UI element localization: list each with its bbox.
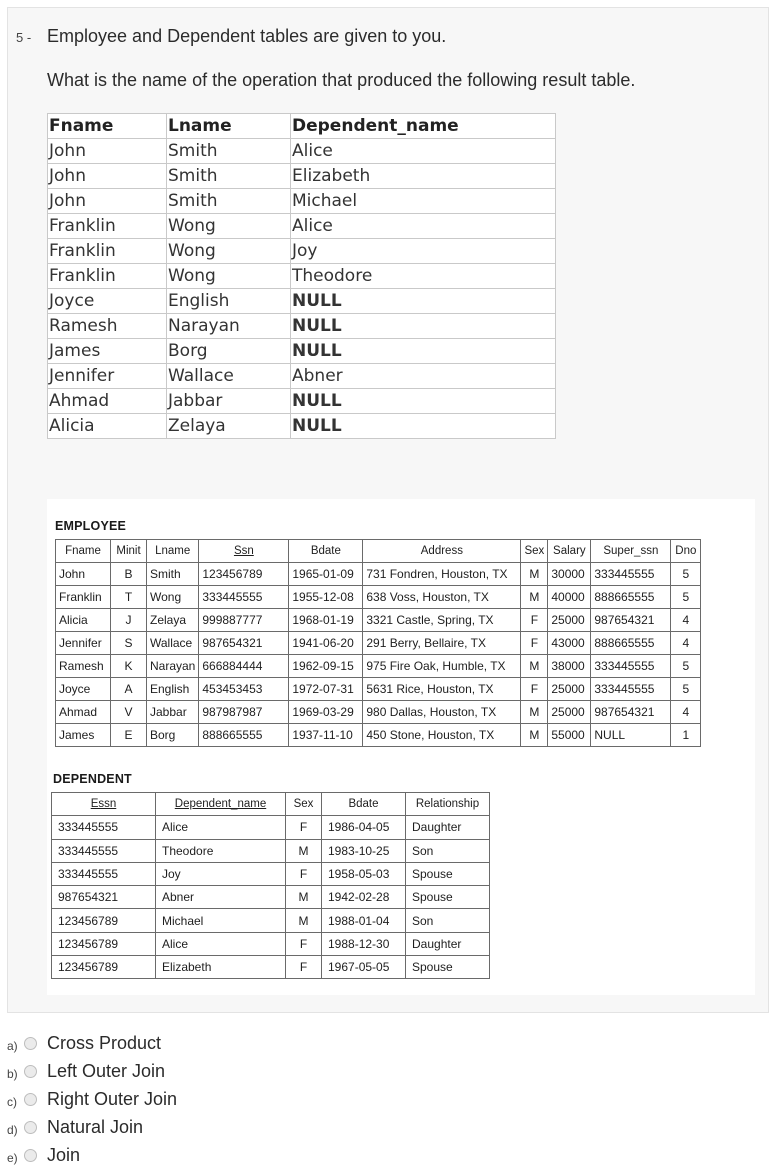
employee-row xyxy=(56,655,701,678)
result-cell: Joyce xyxy=(48,289,167,314)
employee-label: EMPLOYEE xyxy=(55,519,127,533)
employee-cell: A xyxy=(111,678,147,701)
employee-cell: 975 Fire Oak, Humble, TX xyxy=(363,655,521,678)
employee-cell: V xyxy=(111,701,147,724)
employee-cell: S xyxy=(111,632,147,655)
employee-cell: 40000 xyxy=(548,586,591,609)
employee-cell: 888665555 xyxy=(591,586,671,609)
result-cell: Theodore xyxy=(291,264,556,289)
employee-cell: James xyxy=(56,724,111,747)
employee-column-header: Minit xyxy=(111,540,147,563)
employee-cell: 4 xyxy=(671,632,701,655)
employee-cell: 888665555 xyxy=(199,724,289,747)
result-cell: Wong xyxy=(167,214,291,239)
dependent-column-header: Bdate xyxy=(322,793,406,816)
employee-cell: Joyce xyxy=(56,678,111,701)
employee-cell: English xyxy=(147,678,199,701)
radio-button[interactable] xyxy=(24,1093,37,1106)
result-cell: Alice xyxy=(291,214,556,239)
dependent-cell: 123456789 xyxy=(52,909,156,932)
dependent-cell: F xyxy=(286,816,322,839)
dependent-cell: 333445555 xyxy=(52,839,156,862)
dependent-cell: 123456789 xyxy=(52,956,156,979)
employee-cell: 666884444 xyxy=(199,655,289,678)
answer-option[interactable] xyxy=(0,1089,300,1113)
employee-cell: 987987987 xyxy=(199,701,289,724)
result-cell: Elizabeth xyxy=(291,164,556,189)
radio-button[interactable] xyxy=(24,1065,37,1078)
employee-row xyxy=(56,701,701,724)
answer-option[interactable] xyxy=(0,1061,300,1085)
employee-column-header: Address xyxy=(363,540,521,563)
employee-cell: 1962-09-15 xyxy=(289,655,363,678)
option-label: Join xyxy=(47,1145,81,1165)
employee-cell: 453453453 xyxy=(199,678,289,701)
employee-cell: 5 xyxy=(671,586,701,609)
employee-cell: 333445555 xyxy=(591,678,671,701)
result-cell: Jabbar xyxy=(167,389,291,414)
option-letter: b) xyxy=(7,1067,18,1081)
result-cell: James xyxy=(48,339,167,364)
employee-cell: Ahmad xyxy=(56,701,111,724)
employee-cell: 30000 xyxy=(548,563,591,586)
employee-cell: 333445555 xyxy=(591,563,671,586)
result-cell: Ramesh xyxy=(48,314,167,339)
dependent-cell: F xyxy=(286,956,322,979)
employee-row xyxy=(56,563,701,586)
employee-cell: 333445555 xyxy=(591,655,671,678)
employee-cell: 25000 xyxy=(548,609,591,632)
dependent-label: DEPENDENT xyxy=(53,772,132,786)
option-label: Right Outer Join xyxy=(47,1089,178,1109)
employee-row xyxy=(56,609,701,632)
employee-cell: 4 xyxy=(671,609,701,632)
result-column-header: Lname xyxy=(167,114,291,139)
employee-cell: Jabbar xyxy=(147,701,199,724)
result-cell: NULL xyxy=(291,339,556,364)
employee-cell: 1937-11-10 xyxy=(289,724,363,747)
dependent-cell: 1942-02-28 xyxy=(322,886,406,909)
radio-button[interactable] xyxy=(24,1149,37,1162)
dependent-row xyxy=(52,886,490,909)
result-cell: Wallace xyxy=(167,364,291,389)
dependent-cell: Theodore xyxy=(156,839,286,862)
employee-cell: K xyxy=(111,655,147,678)
employee-cell: 38000 xyxy=(548,655,591,678)
dependent-cell: Son xyxy=(406,839,490,862)
question-subtitle: What is the name of the operation that produced the following result table. xyxy=(47,70,636,90)
employee-cell: 888665555 xyxy=(591,632,671,655)
result-row xyxy=(48,214,556,239)
employee-cell: 291 Berry, Bellaire, TX xyxy=(363,632,521,655)
radio-button[interactable] xyxy=(24,1121,37,1134)
result-cell: Wong xyxy=(167,239,291,264)
dependent-table xyxy=(51,792,490,979)
employee-column-header: Sex xyxy=(521,540,548,563)
employee-cell: Ramesh xyxy=(56,655,111,678)
option-label: Left Outer Join xyxy=(47,1061,166,1081)
employee-cell: 1968-01-19 xyxy=(289,609,363,632)
result-cell: Narayan xyxy=(167,314,291,339)
employee-cell: M xyxy=(521,586,548,609)
question-number: 5 - xyxy=(16,30,32,45)
result-row xyxy=(48,239,556,264)
dependent-row xyxy=(52,816,490,839)
employee-cell: Wallace xyxy=(147,632,199,655)
dependent-cell: 1983-10-25 xyxy=(322,839,406,862)
result-cell: Jennifer xyxy=(48,364,167,389)
result-cell: Smith xyxy=(167,164,291,189)
employee-cell: 25000 xyxy=(548,701,591,724)
dependent-cell: M xyxy=(286,886,322,909)
employee-column-header: Bdate xyxy=(289,540,363,563)
employee-cell: 3321 Castle, Spring, TX xyxy=(363,609,521,632)
employee-column-header: Salary xyxy=(548,540,591,563)
employee-table xyxy=(55,539,701,747)
employee-cell: E xyxy=(111,724,147,747)
dependent-cell: 333445555 xyxy=(52,862,156,885)
employee-cell: 450 Stone, Houston, TX xyxy=(363,724,521,747)
employee-cell: 1972-07-31 xyxy=(289,678,363,701)
result-cell: Michael xyxy=(291,189,556,214)
option-letter: e) xyxy=(7,1151,18,1165)
employee-cell: M xyxy=(521,655,548,678)
employee-cell: 5 xyxy=(671,678,701,701)
dependent-row xyxy=(52,932,490,955)
employee-cell: Franklin xyxy=(56,586,111,609)
result-cell: NULL xyxy=(291,314,556,339)
dependent-row xyxy=(52,839,490,862)
result-cell: Alicia xyxy=(48,414,167,439)
employee-cell: 1955-12-08 xyxy=(289,586,363,609)
employee-cell: Narayan xyxy=(147,655,199,678)
result-cell: NULL xyxy=(291,289,556,314)
employee-cell: John xyxy=(56,563,111,586)
result-cell: Franklin xyxy=(48,214,167,239)
result-row xyxy=(48,389,556,414)
employee-cell: B xyxy=(111,563,147,586)
schema-image-panel xyxy=(47,499,755,995)
dependent-cell: Daughter xyxy=(406,816,490,839)
result-column-header: Dependent_name xyxy=(291,114,556,139)
dependent-cell: Son xyxy=(406,909,490,932)
dependent-cell: 123456789 xyxy=(52,932,156,955)
employee-cell: 1965-01-09 xyxy=(289,563,363,586)
employee-cell: M xyxy=(521,563,548,586)
result-cell: Ahmad xyxy=(48,389,167,414)
dependent-cell: M xyxy=(286,909,322,932)
result-row xyxy=(48,289,556,314)
dependent-cell: Daughter xyxy=(406,932,490,955)
result-row xyxy=(48,139,556,164)
employee-row xyxy=(56,724,701,747)
result-cell: John xyxy=(48,139,167,164)
option-label: Natural Join xyxy=(47,1117,144,1137)
employee-cell: 987654321 xyxy=(591,701,671,724)
employee-cell: Wong xyxy=(147,586,199,609)
dependent-row xyxy=(52,862,490,885)
dependent-row xyxy=(52,956,490,979)
answer-option[interactable] xyxy=(0,1033,300,1057)
answer-option[interactable] xyxy=(0,1145,300,1169)
radio-button[interactable] xyxy=(24,1037,37,1050)
employee-cell: 55000 xyxy=(548,724,591,747)
dependent-cell: Elizabeth xyxy=(156,956,286,979)
result-row xyxy=(48,164,556,189)
employee-cell: 731 Fondren, Houston, TX xyxy=(363,563,521,586)
employee-cell: 4 xyxy=(671,701,701,724)
dependent-cell: 1958-05-03 xyxy=(322,862,406,885)
dependent-column-header: Essn xyxy=(52,793,156,816)
question-title: Employee and Dependent tables are given to you. xyxy=(47,26,447,46)
employee-column-header: Fname xyxy=(56,540,111,563)
result-cell: Smith xyxy=(167,189,291,214)
employee-cell: 43000 xyxy=(548,632,591,655)
employee-cell: M xyxy=(521,724,548,747)
dependent-cell: Spouse xyxy=(406,862,490,885)
dependent-cell: 1988-12-30 xyxy=(322,932,406,955)
employee-cell: Zelaya xyxy=(147,609,199,632)
dependent-cell: Joy xyxy=(156,862,286,885)
employee-row xyxy=(56,632,701,655)
dependent-cell: 333445555 xyxy=(52,816,156,839)
employee-cell: 638 Voss, Houston, TX xyxy=(363,586,521,609)
employee-cell: 980 Dallas, Houston, TX xyxy=(363,701,521,724)
dependent-row xyxy=(52,909,490,932)
dependent-cell: F xyxy=(286,932,322,955)
employee-cell: 999887777 xyxy=(199,609,289,632)
employee-cell: Smith xyxy=(147,563,199,586)
employee-cell: F xyxy=(521,678,548,701)
option-label: Cross Product xyxy=(47,1033,162,1053)
dependent-cell: 1967-05-05 xyxy=(322,956,406,979)
dependent-cell: 1986-04-05 xyxy=(322,816,406,839)
employee-cell: 5 xyxy=(671,655,701,678)
employee-cell: 5 xyxy=(671,563,701,586)
result-table xyxy=(47,113,556,439)
employee-column-header: Ssn xyxy=(199,540,289,563)
employee-cell: 333445555 xyxy=(199,586,289,609)
result-row xyxy=(48,264,556,289)
dependent-cell: F xyxy=(286,862,322,885)
employee-column-header: Super_ssn xyxy=(591,540,671,563)
result-cell: Franklin xyxy=(48,264,167,289)
employee-column-header: Lname xyxy=(147,540,199,563)
employee-cell: F xyxy=(521,609,548,632)
dependent-cell: Alice xyxy=(156,816,286,839)
option-letter: a) xyxy=(7,1039,18,1053)
result-cell: Zelaya xyxy=(167,414,291,439)
dependent-column-header: Sex xyxy=(286,793,322,816)
employee-cell: Alicia xyxy=(56,609,111,632)
result-row xyxy=(48,189,556,214)
employee-row xyxy=(56,678,701,701)
employee-cell: 1941-06-20 xyxy=(289,632,363,655)
employee-cell: Jennifer xyxy=(56,632,111,655)
result-cell: Alice xyxy=(291,139,556,164)
dependent-cell: Michael xyxy=(156,909,286,932)
dependent-cell: M xyxy=(286,839,322,862)
employee-cell: 123456789 xyxy=(199,563,289,586)
result-cell: John xyxy=(48,164,167,189)
employee-cell: 987654321 xyxy=(591,609,671,632)
result-cell: Borg xyxy=(167,339,291,364)
answer-option[interactable] xyxy=(0,1117,300,1141)
dependent-column-header: Dependent_name xyxy=(156,793,286,816)
employee-cell: NULL xyxy=(591,724,671,747)
result-column-header: Fname xyxy=(48,114,167,139)
result-cell: NULL xyxy=(291,414,556,439)
employee-column-header: Dno xyxy=(671,540,701,563)
dependent-cell: Alice xyxy=(156,932,286,955)
dependent-cell: Spouse xyxy=(406,956,490,979)
result-row xyxy=(48,414,556,439)
employee-cell: 1969-03-29 xyxy=(289,701,363,724)
result-cell: Franklin xyxy=(48,239,167,264)
result-row xyxy=(48,364,556,389)
dependent-column-header: Relationship xyxy=(406,793,490,816)
employee-cell: M xyxy=(521,701,548,724)
option-letter: d) xyxy=(7,1123,18,1137)
employee-row xyxy=(56,586,701,609)
dependent-cell: 987654321 xyxy=(52,886,156,909)
employee-cell: 5631 Rice, Houston, TX xyxy=(363,678,521,701)
result-row xyxy=(48,339,556,364)
dependent-cell: Abner xyxy=(156,886,286,909)
employee-cell: Borg xyxy=(147,724,199,747)
result-cell: John xyxy=(48,189,167,214)
employee-cell: 987654321 xyxy=(199,632,289,655)
employee-cell: T xyxy=(111,586,147,609)
result-row xyxy=(48,314,556,339)
employee-cell: J xyxy=(111,609,147,632)
result-cell: Abner xyxy=(291,364,556,389)
option-letter: c) xyxy=(7,1095,17,1109)
result-cell: Wong xyxy=(167,264,291,289)
dependent-cell: 1988-01-04 xyxy=(322,909,406,932)
result-cell: Joy xyxy=(291,239,556,264)
employee-cell: 1 xyxy=(671,724,701,747)
dependent-cell: Spouse xyxy=(406,886,490,909)
employee-cell: F xyxy=(521,632,548,655)
employee-cell: 25000 xyxy=(548,678,591,701)
result-cell: English xyxy=(167,289,291,314)
result-cell: NULL xyxy=(291,389,556,414)
result-cell: Smith xyxy=(167,139,291,164)
